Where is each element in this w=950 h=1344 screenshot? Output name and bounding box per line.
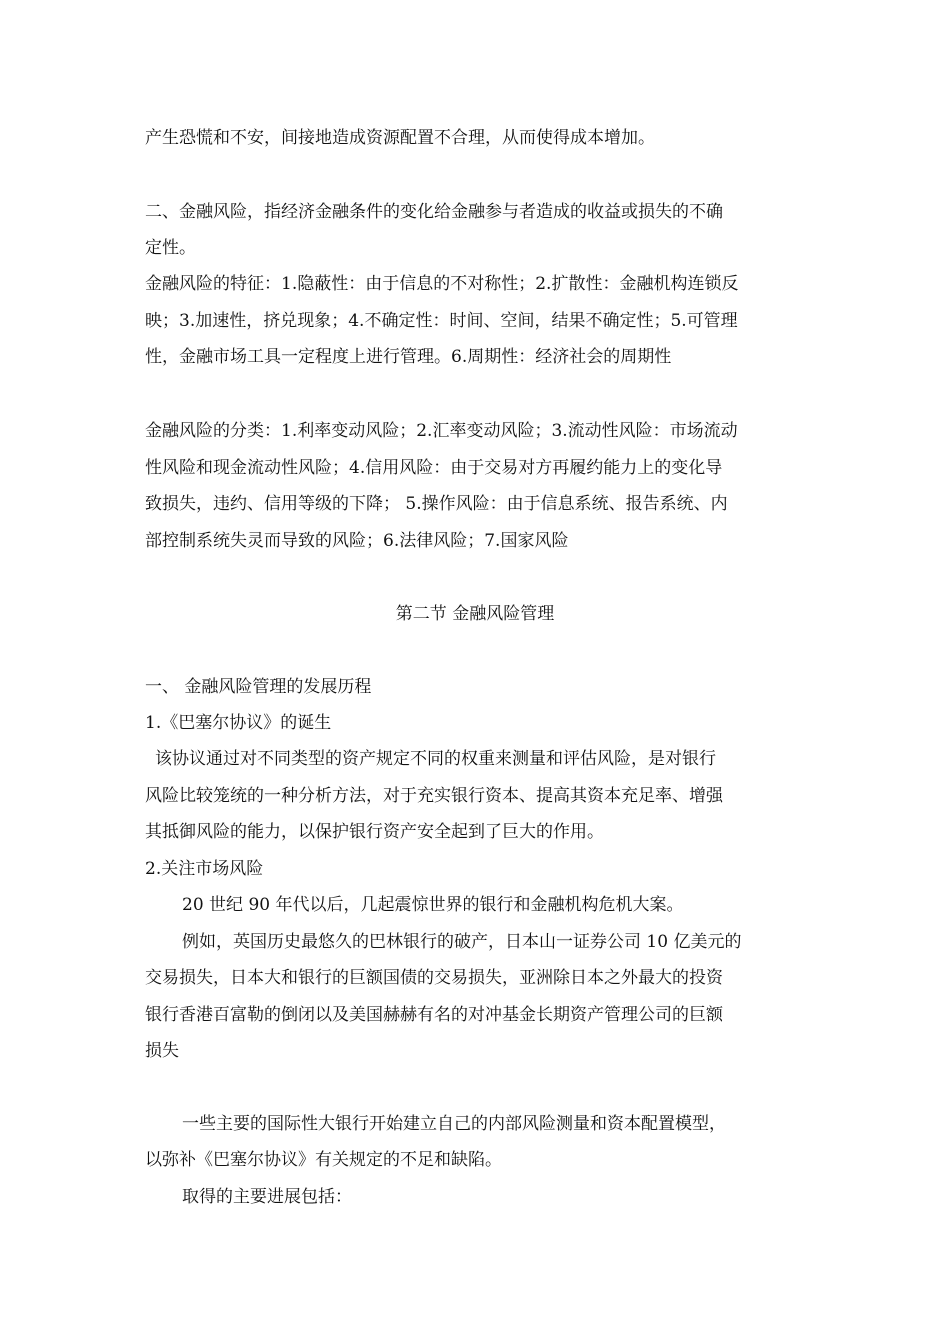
text-line: 致损失，违约、信用等级的下降； 5.操作风险：由于信息系统、报告系统、内 xyxy=(145,494,728,514)
text-line: 银行香港百富勒的倒闭以及美国赫赫有名的对冲基金长期资产管理公司的巨额 xyxy=(145,1005,723,1025)
item-heading: 2.关注市场风险 xyxy=(145,859,264,879)
text-line: 金融风险的分类：1.利率变动风险；2.汇率变动风险；3.流动性风险：市场流动 xyxy=(145,421,738,441)
text-line: 性，金融市场工具一定程度上进行管理。6.周期性：经济社会的周期性 xyxy=(145,347,672,367)
text-line: 性风险和现金流动性风险；4.信用风险：由于交易对方再履约能力上的变化导 xyxy=(145,458,723,478)
text-line: 定性。 xyxy=(145,238,196,258)
text-line: 例如，英国历史最悠久的巴林银行的破产，日本山一证券公司 10 亿美元的 xyxy=(182,932,742,952)
text-line: 损失 xyxy=(145,1041,179,1061)
text-line: 其抵御风险的能力，以保护银行资产安全起到了巨大的作用。 xyxy=(145,822,604,842)
text-line: 金融风险的特征：1.隐蔽性：由于信息的不对称性；2.扩散性：金融机构连锁反 xyxy=(145,274,739,294)
item-heading: 1.《巴塞尔协议》的诞生 xyxy=(145,713,332,733)
text-line: 取得的主要进展包括： xyxy=(182,1187,352,1207)
text-line: 交易损失，日本大和银行的巨额国债的交易损失，亚洲除日本之外最大的投资 xyxy=(145,968,723,988)
subsection-heading: 一、 金融风险管理的发展历程 xyxy=(145,677,372,697)
text-line: 映；3.加速性，挤兑现象；4.不确定性：时间、空间，结果不确定性；5.可管理 xyxy=(145,311,738,331)
text-line: 一些主要的国际性大银行开始建立自己的内部风险测量和资本配置模型， xyxy=(182,1114,726,1134)
text-line: 风险比较笼统的一种分析方法，对于充实银行资本、提高其资本充足率、增强 xyxy=(145,786,723,806)
text-line: 20 世纪 90 年代以后，几起震惊世界的银行和金融机构危机大案。 xyxy=(182,895,684,915)
text-line: 以弥补《巴塞尔协议》有关规定的不足和缺陷。 xyxy=(145,1150,502,1170)
text-line: 产生恐慌和不安，间接地造成资源配置不合理，从而使得成本增加。 xyxy=(145,128,655,148)
section-heading-financial-risk: 二、金融风险，指经济金融条件的变化给金融参与者造成的收益或损失的不确 xyxy=(145,202,723,222)
section-title: 第二节 金融风险管理 xyxy=(395,604,555,624)
text-line: 部控制系统失灵而导致的风险；6.法律风险；7.国家风险 xyxy=(145,531,569,551)
text-line: 该协议通过对不同类型的资产规定不同的权重来测量和评估风险，是对银行 xyxy=(155,749,716,769)
